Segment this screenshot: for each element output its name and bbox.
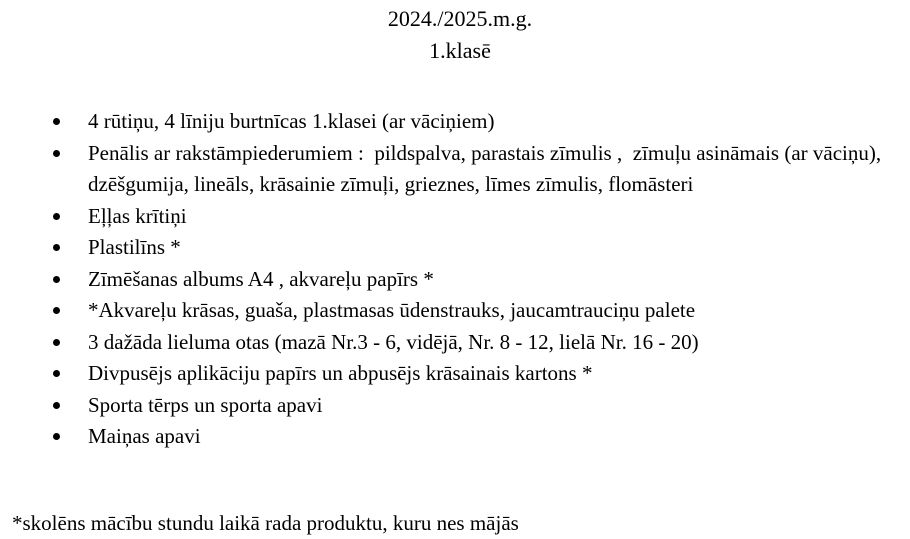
list-item [0, 390, 910, 422]
list-item-text: Penālis ar rakstāmpiederumiem : pildspalva, parastais zīmulis , zīmuļu asināmais (ar vāciņu), dzēšgumija, lineāls, krāsainie zīmuļi, grieznes, līmes zīmulis, flomāsteri [88, 140, 887, 196]
list-item-text: Plastilīns * [88, 235, 181, 259]
list-item [0, 295, 910, 327]
bullet-icon [53, 402, 60, 409]
bullet-icon [53, 433, 60, 440]
list-item-text: Divpusējs aplikāciju papīrs un abpusējs krāsainais kartons * [88, 361, 593, 385]
bullet-icon [53, 339, 60, 346]
supply-list [0, 106, 910, 453]
list-item [0, 264, 910, 296]
list-item-text: Sporta tērps un sporta apavi [88, 392, 323, 417]
list-item-text: Maiņas apavi [88, 424, 201, 448]
bullet-icon [53, 276, 60, 283]
list-item-text: 3 dažāda lieluma otas (mazā Nr.3 - 6, vidējā, Nr. 8 - 12, lielā Nr. 16 - 20) [88, 329, 699, 354]
grade-heading: 1.klasē [429, 38, 491, 63]
school-year-heading: 2024./2025.m.g. [387, 6, 533, 31]
list-item [0, 358, 910, 390]
footnote: *skolēns mācību stundu laikā rada produktu, kuru nes mājās [12, 511, 519, 535]
list-item-text: *Akvareļu krāsas, guaša, plastmasas ūdenstrauks, jaucamtrauciņu palete [88, 298, 696, 322]
list-item [0, 138, 910, 201]
list-item [0, 201, 910, 233]
bullet-icon [53, 370, 60, 377]
list-item-text: 4 rūtiņu, 4 līniju burtnīcas 1.klasei (ar vāciņiem) [88, 109, 495, 133]
bullet-icon [53, 307, 60, 314]
bullet-icon [53, 213, 60, 220]
bullet-icon [53, 150, 60, 157]
bullet-icon [53, 118, 60, 125]
list-item [0, 232, 910, 264]
list-item-text: Zīmēšanas albums A4 , akvareļu papīrs * [88, 266, 434, 291]
list-item-text: Eļļas krītiņi [88, 203, 187, 228]
list-item [0, 327, 910, 359]
bullet-icon [53, 244, 60, 251]
list-item [0, 106, 910, 138]
list-item [0, 421, 910, 453]
